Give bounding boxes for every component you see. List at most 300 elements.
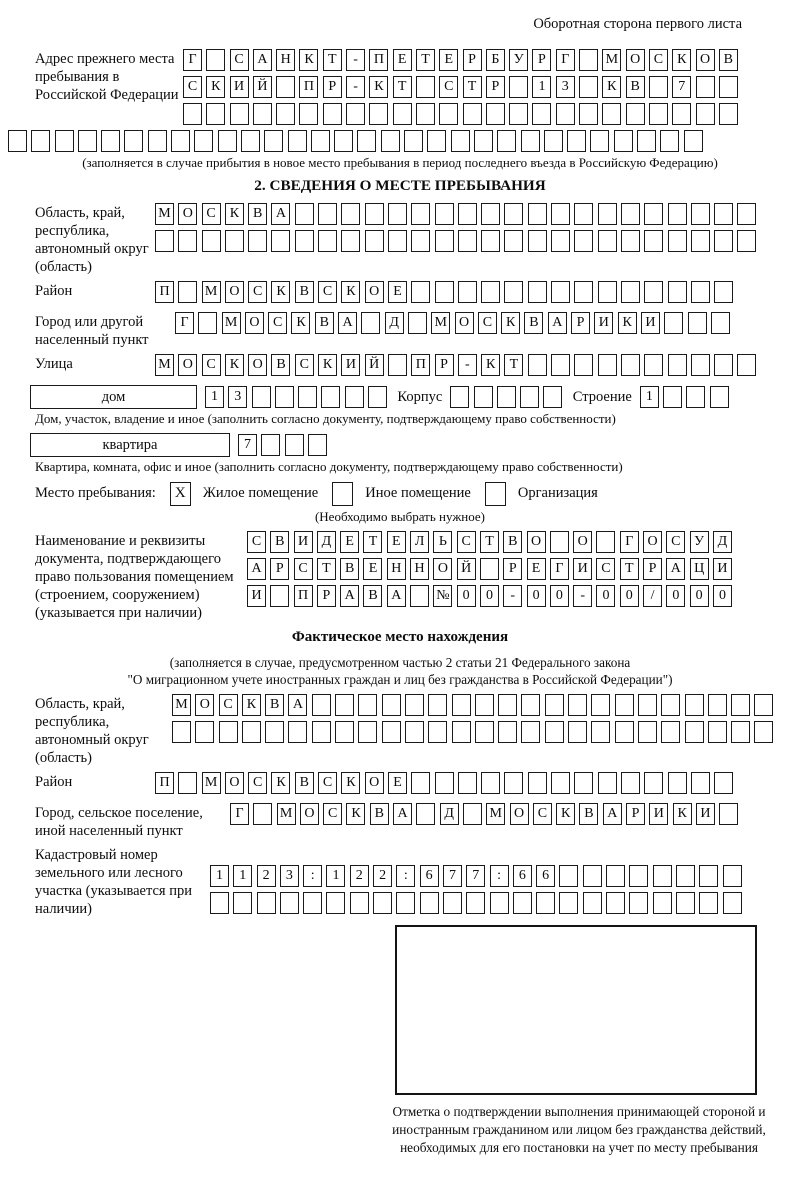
cadastral-label: Кадастровый номер земельного или лесного участка (указывается при наличии) <box>35 846 192 917</box>
char-box: А <box>548 312 567 334</box>
char-box: И <box>713 558 732 580</box>
char-box: Й <box>457 558 476 580</box>
char-box <box>439 103 458 125</box>
char-box: А <box>288 694 307 716</box>
char-box <box>206 49 225 71</box>
char-box <box>78 130 97 152</box>
char-box <box>466 892 485 914</box>
char-box <box>696 76 715 98</box>
char-box <box>346 103 365 125</box>
char-box <box>365 230 384 252</box>
char-box <box>361 312 380 334</box>
char-box <box>335 721 354 743</box>
char-box: И <box>649 803 668 825</box>
char-box <box>326 892 345 914</box>
char-box <box>668 772 687 794</box>
char-box <box>481 203 500 225</box>
char-box <box>621 772 640 794</box>
char-box: И <box>594 312 613 334</box>
char-box <box>288 721 307 743</box>
checkbox-other-premises[interactable] <box>332 482 353 506</box>
actual-district-label: Район <box>35 773 73 790</box>
char-box <box>230 103 249 125</box>
char-box: 1 <box>640 386 659 408</box>
char-box: О <box>696 49 715 71</box>
char-box <box>719 803 738 825</box>
char-box <box>393 103 412 125</box>
char-box <box>731 694 750 716</box>
char-box: 0 <box>620 585 639 607</box>
actual-region-label: Область, край, республика, автономный округ (область) <box>35 695 149 766</box>
char-box <box>416 103 435 125</box>
char-box <box>435 203 454 225</box>
char-box <box>195 721 214 743</box>
char-box <box>574 772 593 794</box>
char-box <box>270 585 289 607</box>
char-box: Р <box>270 558 289 580</box>
char-box <box>358 721 377 743</box>
char-box <box>528 230 547 252</box>
char-box <box>579 49 598 71</box>
district-label: Район <box>35 283 73 300</box>
char-box: Л <box>410 531 429 553</box>
char-box <box>708 721 727 743</box>
char-box: 3 <box>228 386 247 408</box>
char-box <box>474 386 493 408</box>
char-box: Р <box>323 76 342 98</box>
char-box <box>504 772 523 794</box>
char-box <box>672 103 691 125</box>
char-box: Ь <box>433 531 452 553</box>
char-box: 2 <box>373 865 392 887</box>
char-box: С <box>247 531 266 553</box>
char-box: Д <box>317 531 336 553</box>
char-box <box>265 721 284 743</box>
char-box: С <box>533 803 552 825</box>
char-box <box>676 892 695 914</box>
char-box: Т <box>463 76 482 98</box>
char-box: - <box>346 49 365 71</box>
apartment-note: Квартира, комната, офис и иное (заполнить согласно документу, подтверждающему право собственности) <box>35 459 623 475</box>
actual-city-row <box>230 803 743 836</box>
char-box <box>731 721 750 743</box>
char-box: П <box>155 281 174 303</box>
char-box: А <box>271 203 290 225</box>
char-box: А <box>338 312 357 334</box>
char-box <box>699 892 718 914</box>
char-box: С <box>323 803 342 825</box>
char-box: К <box>341 772 360 794</box>
char-box <box>248 230 267 252</box>
char-box <box>101 130 120 152</box>
checkbox-organization[interactable] <box>485 482 506 506</box>
char-box <box>490 892 509 914</box>
char-box <box>276 76 295 98</box>
ownership-document-label: Наименование и реквизиты документа, подтверждающего право пользования помещением (строением, сооружением) (указывается при наличии) <box>35 532 234 621</box>
char-box <box>416 803 435 825</box>
char-box: П <box>369 49 388 71</box>
char-box <box>312 694 331 716</box>
char-box: К <box>602 76 621 98</box>
char-box: К <box>501 312 520 334</box>
char-box: Г <box>230 803 249 825</box>
char-box <box>714 354 733 376</box>
char-box <box>567 130 586 152</box>
char-box <box>280 892 299 914</box>
char-box: Н <box>276 49 295 71</box>
char-box: О <box>248 354 267 376</box>
char-box: С <box>478 312 497 334</box>
prev-address-row-1 <box>183 49 760 71</box>
char-box: К <box>242 694 261 716</box>
char-box <box>171 130 190 152</box>
apartment-type-box: квартира <box>30 433 230 457</box>
char-box: О <box>455 312 474 334</box>
char-box <box>668 354 687 376</box>
char-box: П <box>411 354 430 376</box>
char-box <box>615 721 634 743</box>
char-box <box>550 531 569 553</box>
char-box <box>737 203 756 225</box>
char-box <box>551 281 570 303</box>
char-box <box>614 130 633 152</box>
char-box: - <box>346 76 365 98</box>
char-box <box>298 386 317 408</box>
char-box <box>591 694 610 716</box>
char-box <box>411 203 430 225</box>
char-box: Р <box>643 558 662 580</box>
char-box: К <box>291 312 310 334</box>
char-box <box>435 230 454 252</box>
prev-address-row-3 <box>183 103 760 125</box>
char-box: 6 <box>513 865 532 887</box>
char-box: 7 <box>443 865 462 887</box>
char-box <box>388 354 407 376</box>
char-box <box>219 721 238 743</box>
char-box <box>178 230 197 252</box>
char-box: К <box>271 281 290 303</box>
char-box <box>303 892 322 914</box>
char-box <box>481 772 500 794</box>
ownership-document-row-3 <box>247 585 762 607</box>
char-box <box>308 434 327 456</box>
char-box: 1 <box>233 865 252 887</box>
char-box: С <box>439 76 458 98</box>
prev-address-label: Адрес прежнего места пребывания в Российской Федерации <box>35 51 179 103</box>
char-box <box>475 721 494 743</box>
char-box <box>285 434 304 456</box>
char-box <box>551 772 570 794</box>
checkbox-residential[interactable]: X <box>170 482 191 506</box>
char-box <box>644 203 663 225</box>
char-box: С <box>596 558 615 580</box>
char-box: / <box>643 585 662 607</box>
char-box: : <box>303 865 322 887</box>
char-box <box>435 772 454 794</box>
char-box <box>520 386 539 408</box>
char-box <box>621 354 640 376</box>
char-box <box>334 130 353 152</box>
char-box: Е <box>387 531 406 553</box>
char-box <box>629 892 648 914</box>
char-box <box>626 103 645 125</box>
char-box: В <box>265 694 284 716</box>
char-box <box>668 230 687 252</box>
char-box <box>198 312 217 334</box>
street-label: Улица <box>35 356 73 373</box>
char-box: Д <box>713 531 732 553</box>
char-box: В <box>340 558 359 580</box>
district-field <box>35 281 762 308</box>
char-box: О <box>510 803 529 825</box>
stay-option-residential-label: Жилое помещение <box>202 485 319 502</box>
char-box <box>638 694 657 716</box>
char-box <box>691 203 710 225</box>
char-box <box>598 281 617 303</box>
prev-address-row-2 <box>183 76 760 98</box>
char-box: В <box>370 803 389 825</box>
char-box <box>638 721 657 743</box>
char-box: - <box>573 585 592 607</box>
char-box: 1 <box>326 865 345 887</box>
char-box <box>463 803 482 825</box>
char-box: О <box>225 772 244 794</box>
char-box <box>661 721 680 743</box>
char-box: У <box>690 531 709 553</box>
region-row-2 <box>155 230 762 252</box>
char-box <box>621 230 640 252</box>
char-box: О <box>626 49 645 71</box>
char-box: А <box>253 49 272 71</box>
char-box <box>481 230 500 252</box>
stroenie-label: Строение <box>572 388 632 405</box>
char-box <box>660 130 679 152</box>
char-box: 7 <box>466 865 485 887</box>
char-box <box>663 386 682 408</box>
actual-district-row <box>155 772 737 794</box>
char-box: М <box>202 772 221 794</box>
district-row <box>155 281 737 303</box>
char-box: Т <box>323 49 342 71</box>
char-box: О <box>178 203 197 225</box>
char-box <box>664 312 683 334</box>
char-box: С <box>202 203 221 225</box>
char-box: С <box>649 49 668 71</box>
char-box <box>544 130 563 152</box>
char-box <box>754 694 773 716</box>
char-box: - <box>503 585 522 607</box>
char-box <box>428 721 447 743</box>
char-box <box>458 230 477 252</box>
char-box <box>381 130 400 152</box>
char-box: - <box>458 354 477 376</box>
char-box <box>719 103 738 125</box>
prev-address-section <box>35 49 760 130</box>
char-box <box>685 721 704 743</box>
char-box <box>365 203 384 225</box>
char-box: Н <box>410 558 429 580</box>
char-box: И <box>696 803 715 825</box>
char-box: О <box>527 531 546 553</box>
char-box: К <box>341 281 360 303</box>
char-box <box>451 130 470 152</box>
house-type-box: дом <box>30 385 197 409</box>
char-box: Р <box>463 49 482 71</box>
char-box <box>551 203 570 225</box>
char-box: Т <box>416 49 435 71</box>
char-box: Д <box>440 803 459 825</box>
char-box <box>178 772 197 794</box>
char-box: Е <box>388 772 407 794</box>
char-box <box>668 203 687 225</box>
char-box <box>299 103 318 125</box>
char-box <box>543 386 562 408</box>
char-box <box>644 354 663 376</box>
char-box <box>463 103 482 125</box>
char-box: А <box>666 558 685 580</box>
region-row-1 <box>155 203 762 225</box>
char-box: Г <box>550 558 569 580</box>
house-number-row <box>205 386 391 408</box>
char-box <box>504 281 523 303</box>
char-box <box>8 130 27 152</box>
char-box <box>411 772 430 794</box>
char-box <box>341 203 360 225</box>
char-box: С <box>230 49 249 71</box>
char-box <box>528 354 547 376</box>
char-box <box>155 230 174 252</box>
char-box <box>443 892 462 914</box>
char-box: И <box>573 558 592 580</box>
prev-address-note: (заполняется в случае прибытия в новое место пребывания в период последнего въезда в Российскую Федерацию) <box>82 155 718 170</box>
char-box <box>521 130 540 152</box>
char-box <box>474 130 493 152</box>
char-box: 6 <box>536 865 555 887</box>
char-box <box>357 130 376 152</box>
actual-region-field <box>35 694 762 768</box>
char-box <box>723 865 742 887</box>
char-box: И <box>247 585 266 607</box>
char-box <box>31 130 50 152</box>
char-box: 3 <box>556 76 575 98</box>
char-box <box>233 892 252 914</box>
ownership-document-row-1 <box>247 531 762 553</box>
char-box <box>754 721 773 743</box>
char-box <box>275 386 294 408</box>
char-box: М <box>486 803 505 825</box>
char-box: Е <box>363 558 382 580</box>
char-box: К <box>556 803 575 825</box>
char-box <box>691 772 710 794</box>
char-box <box>598 230 617 252</box>
char-box: М <box>222 312 241 334</box>
char-box <box>350 892 369 914</box>
char-box: С <box>202 354 221 376</box>
char-box <box>341 230 360 252</box>
actual-location-subtitle-2: "О миграционном учете иностранных граждан и лиц без гражданства в Российской Федерации") <box>127 671 673 687</box>
char-box: Д <box>385 312 404 334</box>
char-box <box>528 203 547 225</box>
char-box <box>288 130 307 152</box>
registration-stamp-caption: Отметка о подтверждении выполнения принимающей стороной и иностранным гражданином или лицом без гражданства действий, необходимых для его постановки на учет по месту пребывания <box>392 1103 766 1155</box>
char-box: К <box>672 49 691 71</box>
char-box: : <box>490 865 509 887</box>
char-box <box>323 103 342 125</box>
char-box <box>504 203 523 225</box>
char-box: С <box>318 772 337 794</box>
char-box <box>411 281 430 303</box>
char-box <box>358 694 377 716</box>
char-box: Т <box>480 531 499 553</box>
region-label: Область, край, республика, автономный округ (область) <box>35 205 149 276</box>
char-box <box>710 386 729 408</box>
char-box: В <box>295 281 314 303</box>
char-box <box>696 103 715 125</box>
char-box <box>521 694 540 716</box>
char-box: И <box>294 531 313 553</box>
char-box: А <box>340 585 359 607</box>
char-box: Е <box>388 281 407 303</box>
char-box: В <box>524 312 543 334</box>
char-box <box>312 721 331 743</box>
char-box <box>416 76 435 98</box>
char-box: О <box>365 772 384 794</box>
city-row <box>175 312 734 345</box>
char-box <box>497 386 516 408</box>
char-box <box>206 103 225 125</box>
char-box <box>598 354 617 376</box>
char-box: П <box>155 772 174 794</box>
char-box <box>261 434 280 456</box>
char-box: 0 <box>596 585 615 607</box>
char-box <box>574 203 593 225</box>
char-box <box>711 312 730 334</box>
char-box <box>427 130 446 152</box>
char-box: В <box>315 312 334 334</box>
char-box: А <box>393 803 412 825</box>
char-box <box>583 892 602 914</box>
char-box <box>637 130 656 152</box>
char-box: Г <box>556 49 575 71</box>
char-box: В <box>626 76 645 98</box>
char-box <box>264 130 283 152</box>
char-box: М <box>155 354 174 376</box>
char-box <box>172 721 191 743</box>
actual-location-subtitle-1: (заполняется в случае, предусмотренном частью 2 статьи 21 Федерального закона <box>169 654 631 670</box>
char-box <box>737 230 756 252</box>
actual-city-field <box>35 803 762 841</box>
char-box <box>556 103 575 125</box>
char-box <box>668 281 687 303</box>
stay-option-other-label: Иное помещение <box>365 485 471 502</box>
char-box: 0 <box>690 585 709 607</box>
char-box <box>497 130 516 152</box>
char-box <box>452 721 471 743</box>
char-box <box>368 386 387 408</box>
char-box <box>579 76 598 98</box>
char-box: К <box>618 312 637 334</box>
char-box: К <box>225 203 244 225</box>
char-box: 0 <box>527 585 546 607</box>
char-box <box>536 892 555 914</box>
char-box <box>714 203 733 225</box>
char-box: Г <box>175 312 194 334</box>
char-box <box>653 892 672 914</box>
char-box: О <box>573 531 592 553</box>
char-box <box>691 281 710 303</box>
char-box: В <box>719 49 738 71</box>
char-box <box>591 721 610 743</box>
